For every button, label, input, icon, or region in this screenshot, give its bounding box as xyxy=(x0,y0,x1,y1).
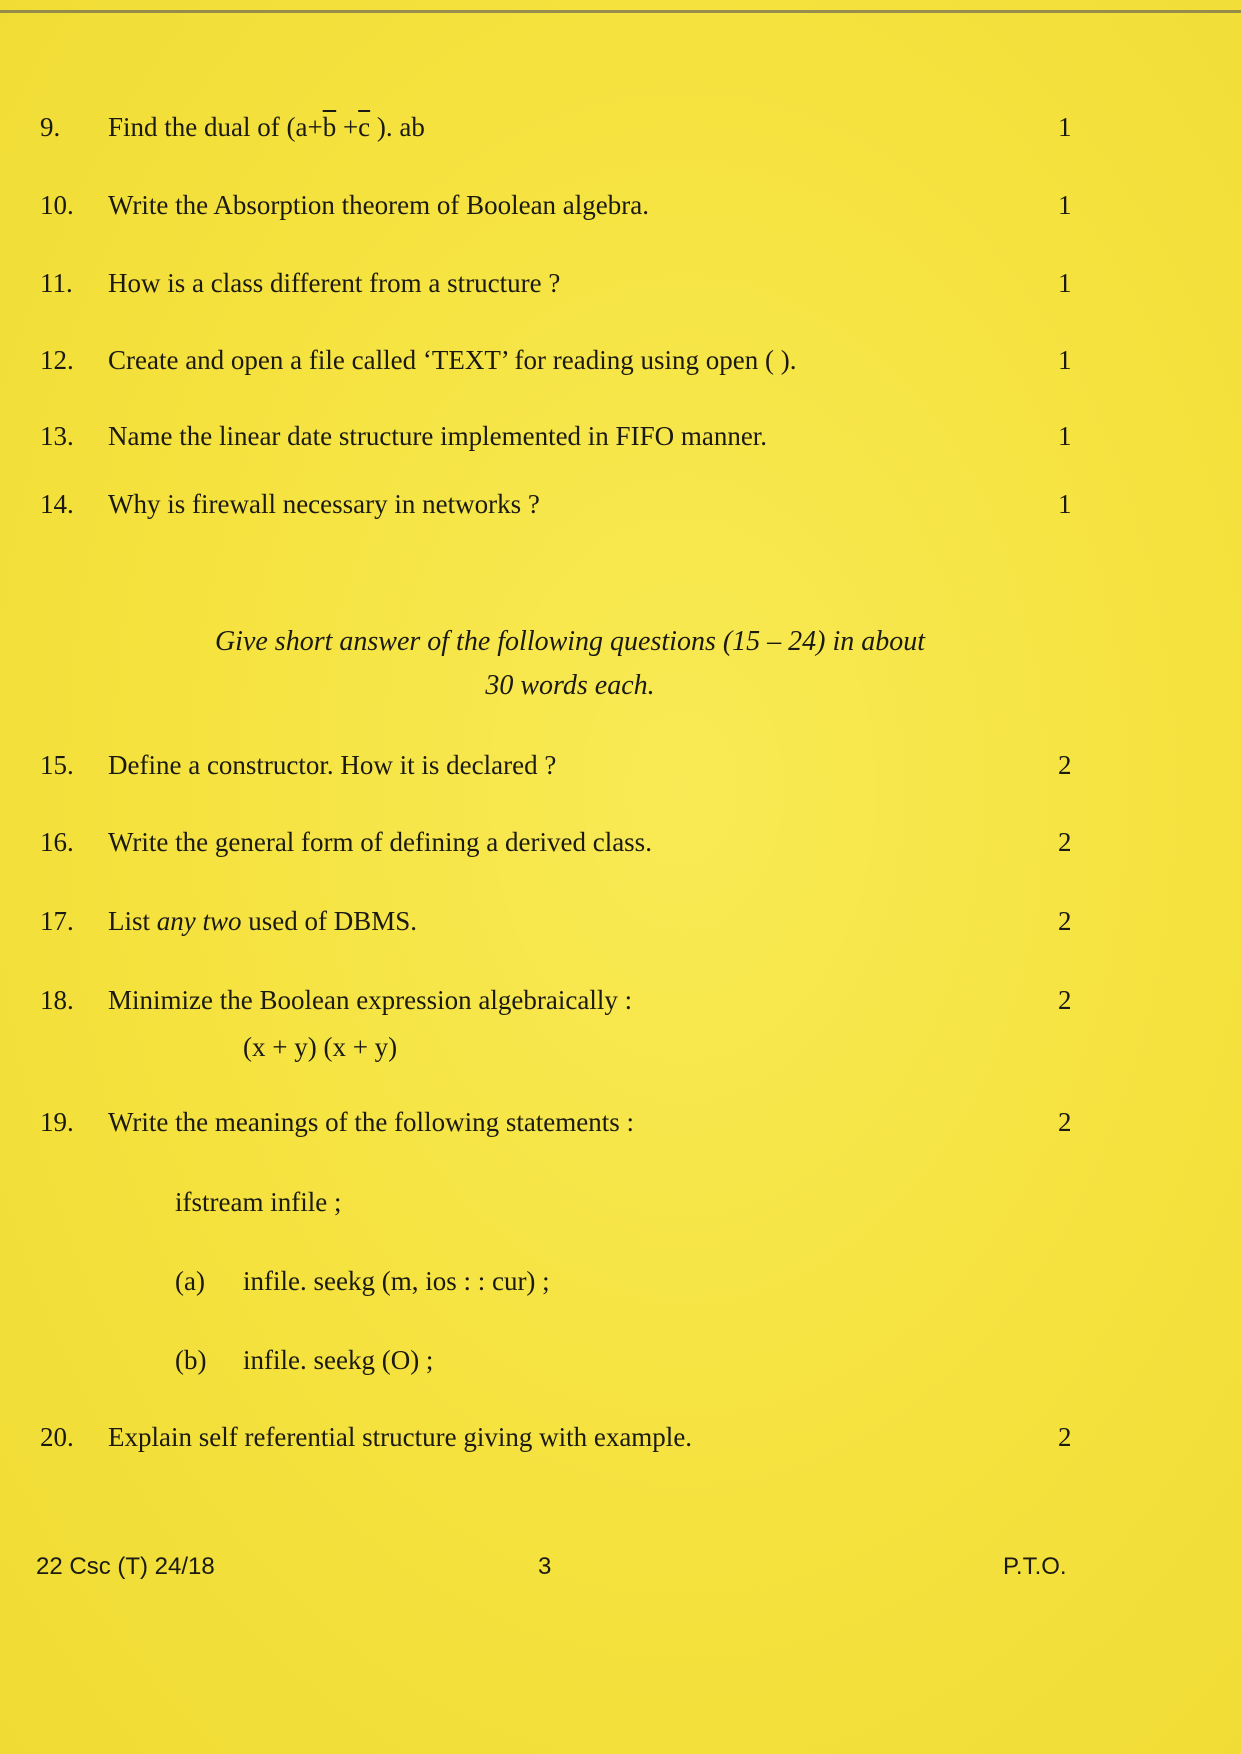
question-text: Create and open a file called ‘TEXT’ for reading using open ( ). xyxy=(108,345,797,375)
question-text: List any two used of DBMS. xyxy=(108,906,418,936)
question-number: 9. xyxy=(40,112,61,142)
question-marks: 1 xyxy=(1058,345,1072,375)
pto-label: P.T.O. xyxy=(1003,1553,1067,1580)
code-declaration: ifstream infile ; xyxy=(175,1187,342,1217)
question-marks: 2 xyxy=(1058,827,1072,857)
question-text: Write the general form of defining a derived class. xyxy=(108,827,652,857)
question-number: 20. xyxy=(40,1422,74,1452)
question-number: 18. xyxy=(40,985,74,1015)
question-text: Explain self referential structure giving with example. xyxy=(108,1422,693,1452)
question-number: 12. xyxy=(40,345,74,375)
question-number: 19. xyxy=(40,1107,74,1137)
question-number: 10. xyxy=(40,190,74,220)
question-number: 17. xyxy=(40,906,74,936)
top-rule xyxy=(0,10,1241,13)
question-number: 14. xyxy=(40,489,74,519)
question-marks: 1 xyxy=(1058,489,1072,519)
emphasis: any two xyxy=(156,906,242,936)
question-text: Minimize the Boolean expression algebraically : xyxy=(108,985,633,1015)
question-marks: 1 xyxy=(1058,268,1072,298)
question-text: How is a class different from a structure ? xyxy=(108,268,561,298)
instruction-line-1: Give short answer of the following questions (15 – 24) in about xyxy=(214,626,926,657)
question-marks: 2 xyxy=(1058,906,1072,936)
c-complement: $\overline{c}$ xyxy=(358,112,371,142)
question-marks: 2 xyxy=(1058,750,1072,780)
question-text: Name the linear date structure implemented in FIFO manner. xyxy=(108,421,768,451)
page-number: 3 xyxy=(538,1553,552,1580)
question-marks: 1 xyxy=(1058,421,1072,451)
sub-question-a-text: infile. seekg (m, ios : : cur) ; xyxy=(243,1266,550,1296)
question-text: Write the meanings of the following statements : xyxy=(108,1107,635,1137)
sub-question-b-label: (b) xyxy=(175,1345,207,1375)
question-marks: 1 xyxy=(1058,112,1072,142)
question-number: 11. xyxy=(40,268,73,298)
question-text: Find the dual of ($a+\overline{b} +\overline{c}$ ). ab xyxy=(108,112,425,142)
sub-question-b-text: infile. seekg (O) ; xyxy=(243,1345,434,1375)
b-complement: $\overline{b}$ xyxy=(322,112,337,142)
question-marks: 1 xyxy=(1058,190,1072,220)
paper-code: 22 Csc (T) 24/18 xyxy=(36,1553,215,1580)
instruction-line-2: 30 words each. xyxy=(485,670,655,701)
question-number: 15. xyxy=(40,750,74,780)
question-text: Why is firewall necessary in networks ? xyxy=(108,489,540,519)
section-instruction xyxy=(150,620,990,708)
question-text: Define a constructor. How it is declared ? xyxy=(108,750,557,780)
boolean-expression: (x + y) (x + y) xyxy=(243,1032,398,1062)
question-marks: 2 xyxy=(1058,985,1072,1015)
question-marks: 2 xyxy=(1058,1422,1072,1452)
question-number: 13. xyxy=(40,421,74,451)
question-number: 16. xyxy=(40,827,74,857)
question-text: Write the Absorption theorem of Boolean algebra. xyxy=(108,190,650,220)
sub-question-a-label: (a) xyxy=(175,1266,205,1296)
question-marks: 2 xyxy=(1058,1107,1072,1137)
